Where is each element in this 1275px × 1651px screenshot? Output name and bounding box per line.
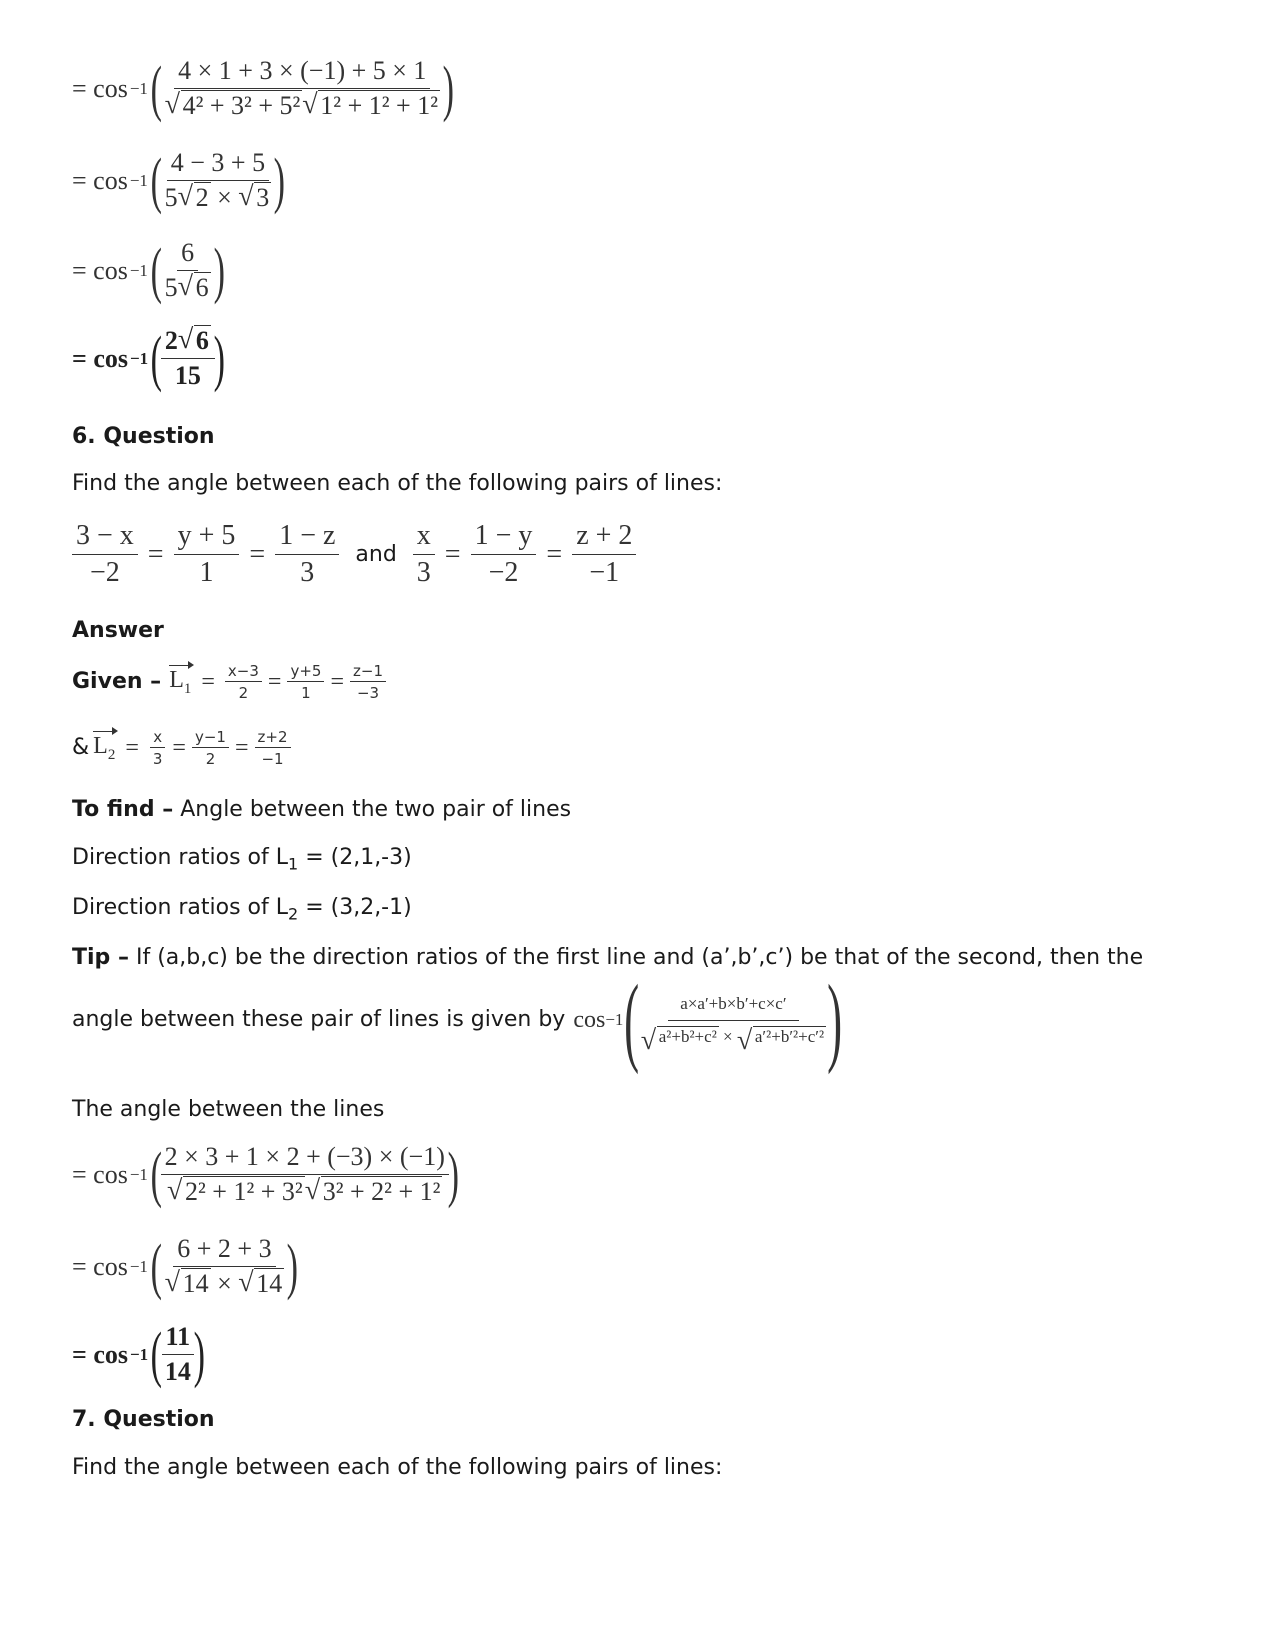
- prev-step-2: = cos −1 ( $\frac{4 - 3 + 5}{5√ 2 \times √ 3}$ ): [72, 148, 284, 213]
- numerator: 4 × 1 + 3 × (−1) + 5 × 1: [174, 56, 430, 89]
- q6-step-1: = cos −1 ( 2 × 3 + 1 × 2 + (−3) × (−1) √ 2² + 1² + 3²√ 3² + 2² + 1² ): [72, 1142, 458, 1207]
- vector-l2: $L_2$: [93, 732, 116, 763]
- given-l1: Given – $L_1$ = $\frac{x-3}{2}$ = $\frac{y+5}{1}$ = $\frac{z-1}{-3}$: [72, 662, 386, 702]
- fraction: [161, 56, 444, 121]
- tip-line-2: angle between these pair of lines is given by cos −1 ( a×a′+b×b′+c×c′ √ a²+b²+c² × √ a′²+b′²+c′² ): [72, 970, 839, 1070]
- to-find: To find – Angle between the two pair of lines: [72, 797, 572, 822]
- denominator: √ 4² + 3² + 5²√ 1² + 1² + 1²: [161, 89, 444, 121]
- question-6-prompt: Find the angle between each of the following pairs of lines:: [72, 471, 723, 496]
- answer-label: Answer: [72, 618, 164, 643]
- direction-ratios-l1: Direction ratios of $L_1 = (2,1,-3)$: [72, 845, 412, 874]
- vector-l1: $L_1$: [169, 666, 192, 697]
- angle-intro: The angle between the lines: [72, 1097, 385, 1122]
- tip-formula: cos −1 ( a×a′+b×b′+c×c′ √ a²+b²+c² × √ a′²+b′²+c′² ): [573, 970, 839, 1070]
- fraction: $\frac{2√ 6}{15}$: [161, 326, 215, 391]
- fraction: 6 + 2 + 3 √ 14 × √ 14: [161, 1234, 289, 1299]
- cos-prefix: = cos: [72, 73, 128, 103]
- question-7-prompt: Find the angle between each of the following pairs of lines:: [72, 1455, 723, 1480]
- q6-step-3: = cos −1 ( $\frac{11}{14}$ ): [72, 1320, 205, 1389]
- fraction: $\frac{6}{5√ 6}$: [161, 238, 215, 303]
- fraction: $\frac{4 - 3 + 5}{5√ 2 \times √ 3}$: [161, 148, 276, 213]
- question-6-lines: $\frac{3 - x}{-2}$ = $\frac{y + 5}{1}$ = $\frac{1 - z}{3}$ and $\frac{x}{3}$ = $\frac{1 - y}{-2}$ = $\frac{z + 2}{-1}$: [72, 520, 636, 589]
- fraction: $\frac{11}{14}$: [161, 1322, 195, 1387]
- direction-ratios-l2: Direction ratios of $L_2 = (3,2,-1)$: [72, 895, 412, 924]
- tip-line-1: Tip – If (a,b,c) be the direction ratios of the first line and (a’,b’,c’) be that of the second, then the: [72, 945, 1144, 970]
- question-7-heading: 7. Question: [72, 1407, 215, 1432]
- prev-step-3: = cos −1 ( $\frac{6}{5√ 6}$ ): [72, 238, 223, 303]
- fraction: 2 × 3 + 1 × 2 + (−3) × (−1) √ 2² + 1² + 3²√ 3² + 2² + 1²: [161, 1142, 449, 1207]
- prev-step-1: = cos −1 ( 4 × 1 + 3 × (−1) + 5 × 1 √ 4² + 3² + 5²√ 1² + 1² + 1² ): [72, 56, 453, 121]
- prev-step-4: = cos −1 ( $\frac{2√ 6}{15}$ ): [72, 326, 223, 391]
- inverse-exponent: −1: [129, 78, 148, 98]
- question-6-heading: 6. Question: [72, 424, 215, 449]
- given-l2: & $L_2$ = $\frac{x}{3}$ = $\frac{y-1}{2}$ = $\frac{z+2}{-1}$: [72, 728, 291, 768]
- q6-step-2: = cos −1 ( 6 + 2 + 3 √ 14 × √ 14 ): [72, 1234, 297, 1299]
